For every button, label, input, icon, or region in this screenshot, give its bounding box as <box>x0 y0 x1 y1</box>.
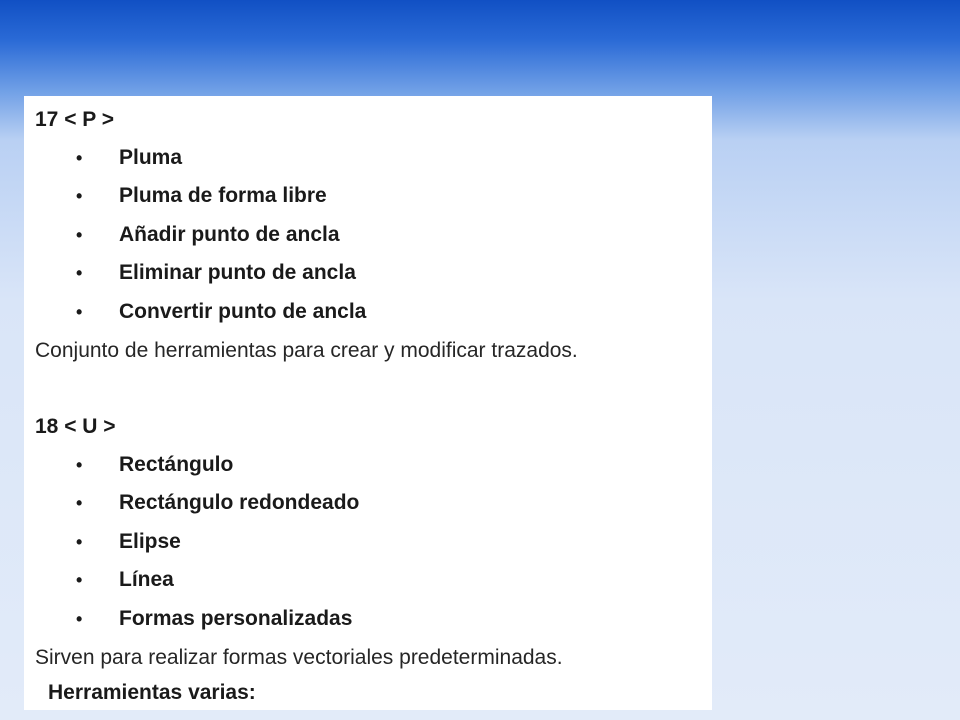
section-header-p: 17 < P > <box>35 108 115 131</box>
section-header-u: 18 < U > <box>35 415 116 438</box>
bullet-icon: • <box>76 186 83 207</box>
list-item-label: Elipse <box>119 529 181 553</box>
slide-content-panel <box>24 96 712 710</box>
list-item-label: Añadir punto de ancla <box>119 222 340 246</box>
section-description-p: Conjunto de herramientas para crear y modificar trazados. <box>35 339 578 362</box>
bullet-icon: • <box>76 263 83 284</box>
bullet-icon: • <box>76 455 83 475</box>
bullet-icon: • <box>76 148 83 168</box>
bullet-icon: • <box>76 301 83 322</box>
list-item-label: Pluma <box>119 146 183 169</box>
section-description-u: Sirven para realizar formas vectoriales predeterminadas. <box>35 646 563 669</box>
list-item-label: Rectángulo redondeado <box>119 491 360 515</box>
list-item-label: Formas personalizadas <box>119 606 353 630</box>
bullet-icon: • <box>76 608 83 629</box>
list-item-label: Línea <box>119 568 174 592</box>
list-item-label: Convertir punto de ancla <box>119 299 367 323</box>
bullet-icon: • <box>76 570 83 591</box>
list-item-label: Eliminar punto de ancla <box>119 261 356 285</box>
footer-heading: Herramientas varias: <box>48 681 256 704</box>
bullet-icon: • <box>76 531 83 552</box>
bullet-icon: • <box>76 493 83 514</box>
list-item-label: Pluma de forma libre <box>119 184 327 208</box>
list-item-label: Rectángulo <box>119 453 234 476</box>
bullet-icon: • <box>76 224 83 245</box>
